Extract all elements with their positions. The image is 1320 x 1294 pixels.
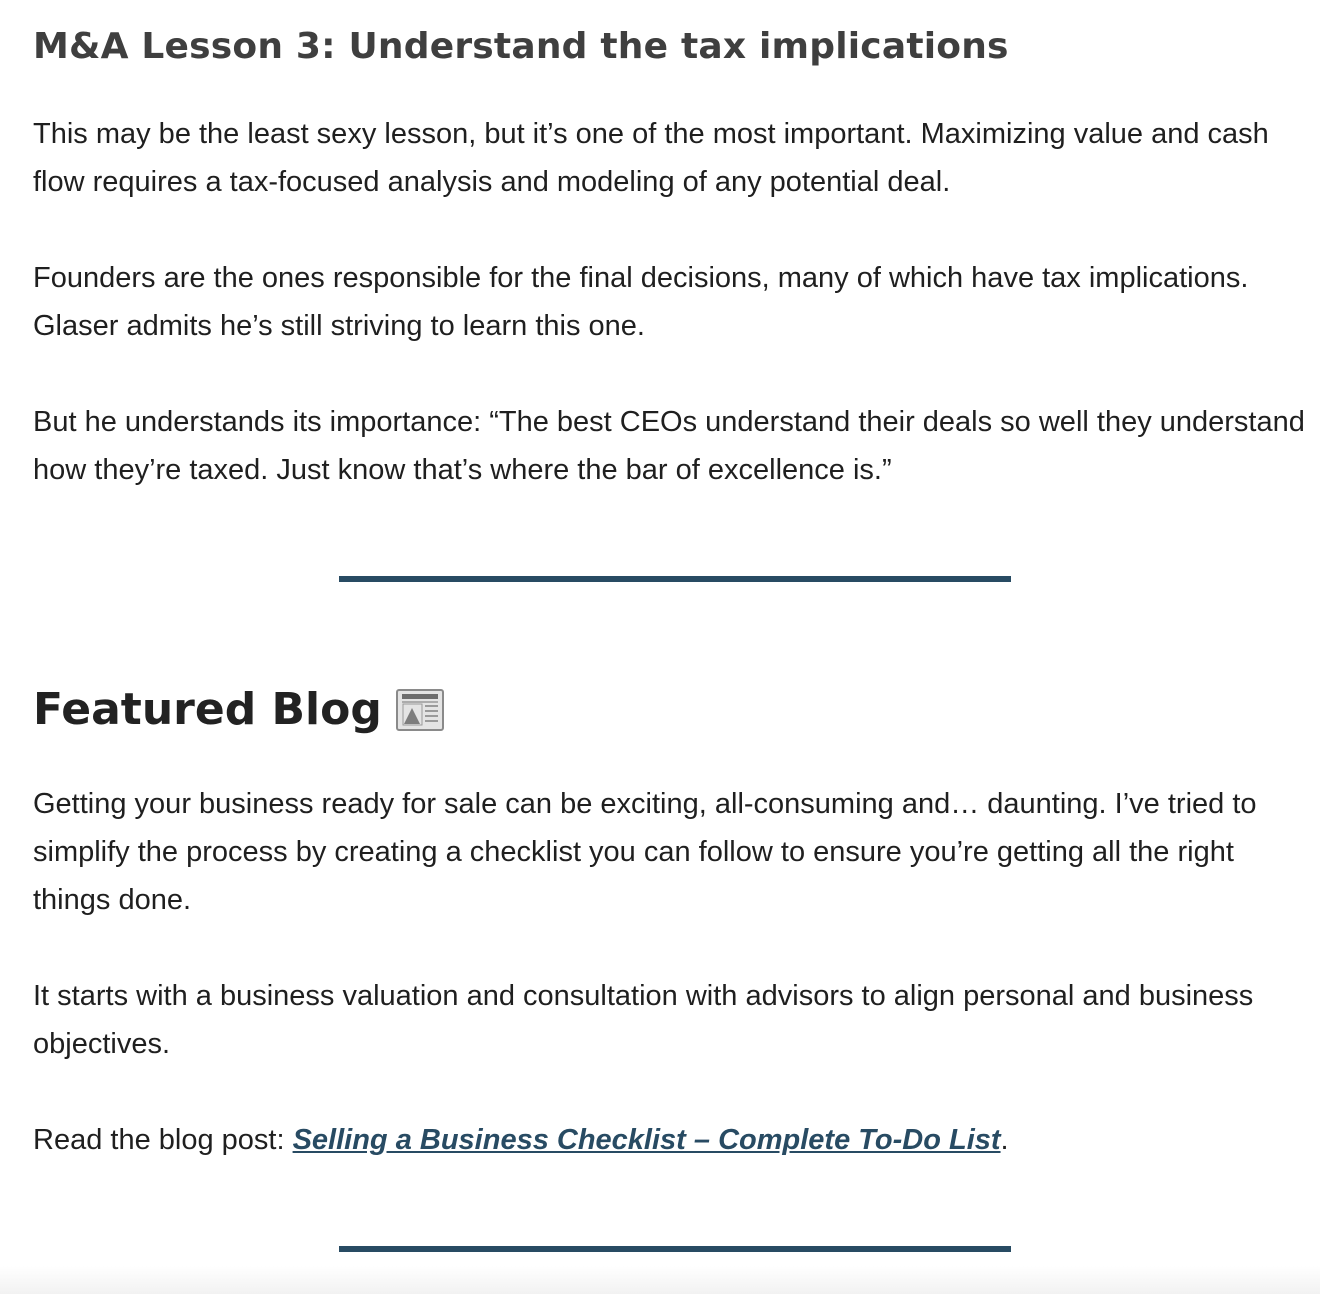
read-blog-suffix: . [1000,1124,1009,1156]
read-blog-line [33,1116,1308,1164]
lesson-heading: M&A Lesson 3: Understand the tax implications [33,26,1009,67]
lesson-paragraph: This may be the least sexy lesson, but it’s one of the most important. Maximizing value and cash flow requires a tax-focused analysis and modeling of any potential deal. [33,118,1269,198]
section-divider [339,1246,1011,1252]
page-bottom-edge [0,1266,1320,1294]
featured-paragraph: Getting your business ready for sale can be exciting, all-consuming and… daunting. I’ve tried to simplify the process by creating a checklist you can follow to ensure you’re getting all the right things done. [33,788,1257,916]
blog-post-link[interactable]: Selling a Business Checklist – Complete To-Do List [292,1124,1001,1156]
newspaper-icon [396,688,444,732]
featured-blog-title: Featured Blog [33,684,382,735]
lesson-paragraph: Founders are the ones responsible for the final decisions, many of which have tax implications. Glaser admits he’s still striving to learn this one. [33,262,1249,342]
section-divider [339,576,1011,582]
featured-blog-heading [33,680,444,740]
read-blog-prefix: Read the blog post: [33,1124,293,1156]
lesson-quote-paragraph: But he understands its importance: “The best CEOs understand their deals so well they understand how they’re taxed. Just know that’s where the bar of excellence is.” [33,406,1305,486]
featured-paragraph: It starts with a business valuation and consultation with advisors to align personal and business objectives. [33,980,1254,1060]
